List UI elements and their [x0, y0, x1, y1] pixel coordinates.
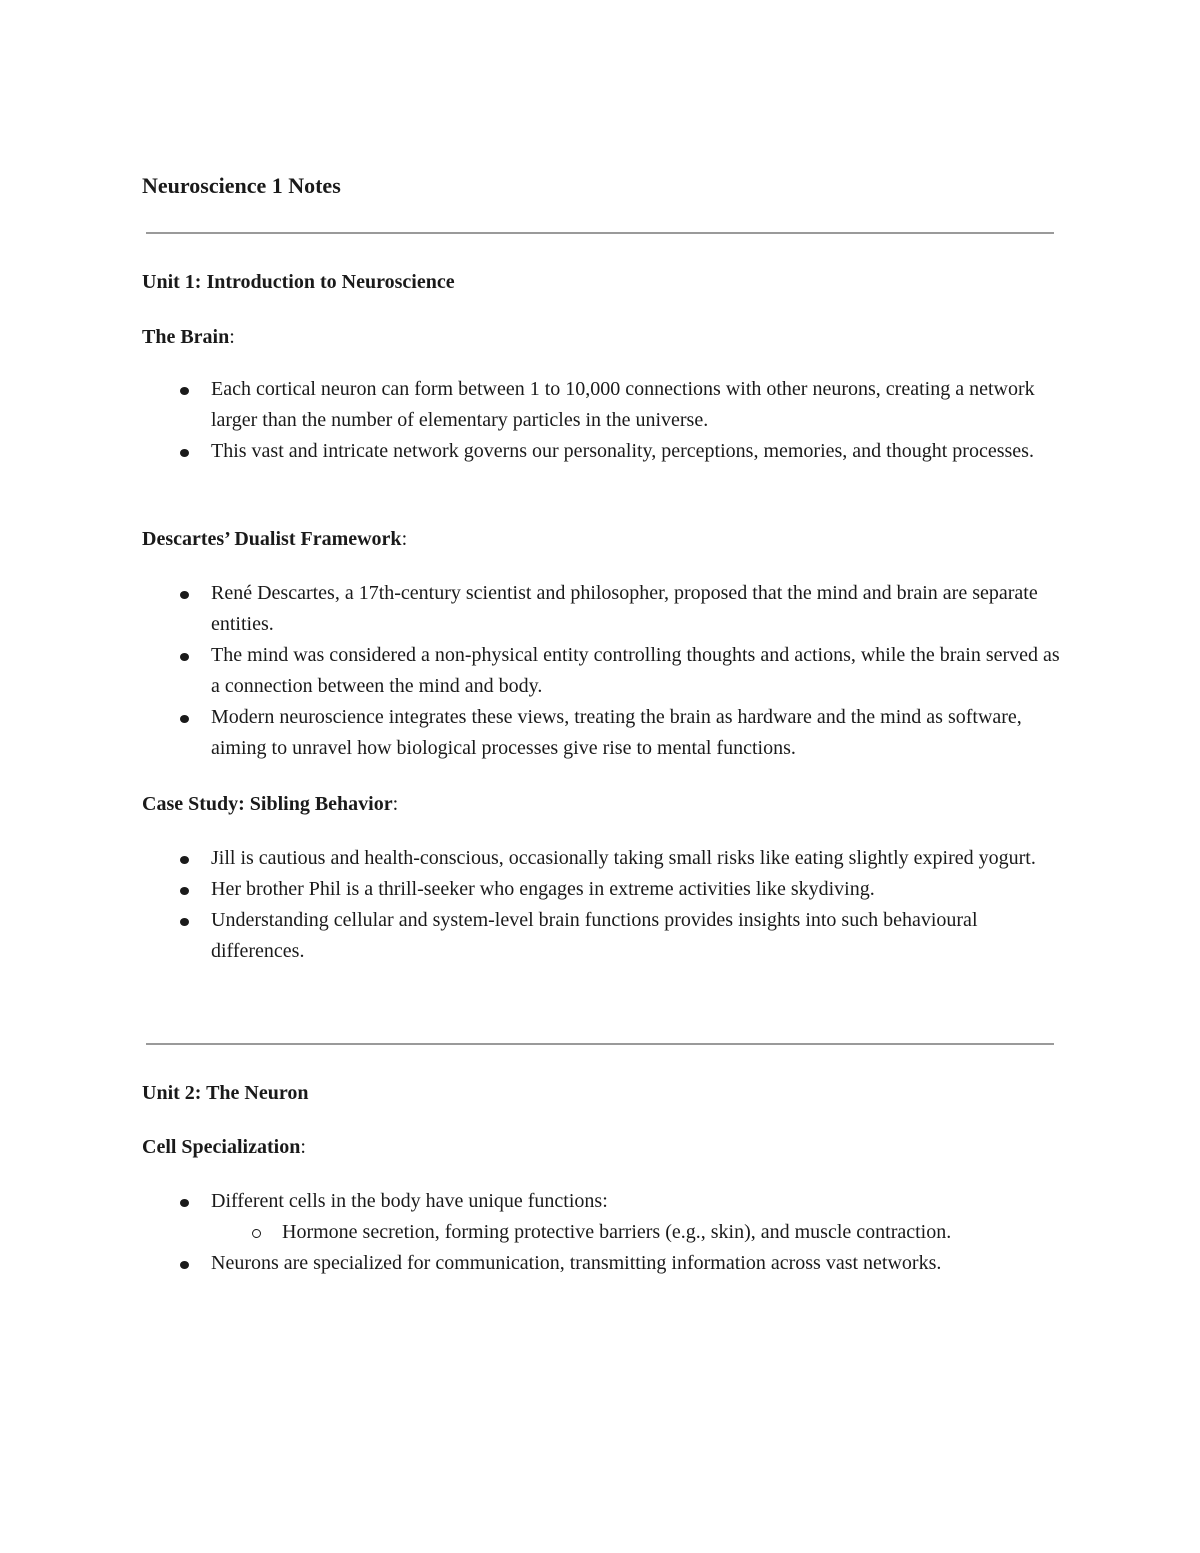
bullet-list-the-brain — [142, 374, 1072, 467]
unit-2-heading: Unit 2: The Neuron — [142, 1082, 309, 1104]
section-heading-colon: : — [392, 793, 399, 815]
bullet-list-cell-specialization — [142, 1186, 1072, 1279]
bullet-icon — [180, 1199, 189, 1207]
hollow-bullet-icon — [252, 1229, 261, 1238]
list-item — [142, 905, 1072, 967]
bullet-icon — [180, 1261, 189, 1269]
list-item — [142, 640, 1072, 702]
document-title: Neuroscience 1 Notes — [142, 173, 341, 198]
bullet-icon — [180, 449, 189, 457]
bullet-icon — [180, 856, 189, 864]
section-heading-colon: : — [300, 1136, 306, 1158]
bullet-icon — [180, 887, 189, 895]
list-item — [142, 874, 1072, 905]
list-item — [142, 578, 1072, 640]
section-heading-text: Cell Specialization — [142, 1136, 301, 1158]
section-heading-descartes — [142, 525, 407, 553]
bullet-icon — [180, 387, 189, 395]
list-item-text: Neurons are specialized for communication, transmitting information across vast networks. — [211, 1252, 942, 1274]
sub-bullet-list — [211, 1217, 1072, 1248]
sub-list-item-text: Hormone secretion, forming protective barriers (e.g., skin), and muscle contraction. — [282, 1221, 952, 1243]
bullet-icon — [180, 918, 189, 926]
section-heading-case-study — [142, 790, 398, 818]
section-heading-cell-specialization — [142, 1133, 306, 1161]
list-item — [142, 436, 1072, 467]
list-item — [142, 374, 1072, 436]
list-item — [142, 843, 1072, 874]
list-item-text: René Descartes, a 17th-century scientist and philosopher, proposed that the mind and brain are separate entities. — [211, 582, 1038, 635]
horizontal-rule — [146, 1043, 1054, 1045]
section-heading-text: Case Study: Sibling Behavior — [142, 793, 393, 815]
horizontal-rule — [146, 232, 1054, 234]
list-item-text: Her brother Phil is a thrill-seeker who engages in extreme activities like skydiving. — [211, 878, 875, 900]
unit-1-heading: Unit 1: Introduction to Neuroscience — [142, 271, 455, 293]
bullet-icon — [180, 653, 189, 661]
sub-list-item — [211, 1217, 1072, 1248]
list-item — [142, 702, 1072, 764]
list-item — [142, 1248, 1072, 1279]
section-heading-colon: : — [401, 528, 408, 550]
section-heading-text: Descartes’ Dualist Framework — [142, 528, 402, 550]
bullet-list-descartes — [142, 578, 1072, 764]
bullet-icon — [180, 591, 189, 599]
list-item-text: Modern neuroscience integrates these views, treating the brain as hardware and the mind as software, aiming to unravel how biological processes give rise to mental functions. — [211, 706, 1022, 759]
section-heading-text: The Brain — [142, 326, 230, 348]
list-item-text: This vast and intricate network governs our personality, perceptions, memories, and thought processes. — [211, 440, 1034, 462]
bullet-icon — [180, 715, 189, 723]
list-item-text: Jill is cautious and health-conscious, occasionally taking small risks like eating slightly expired yogurt. — [211, 847, 1036, 869]
list-item — [142, 1186, 1072, 1248]
list-item-text: Different cells in the body have unique functions: — [211, 1190, 608, 1212]
section-heading-the-brain — [142, 323, 235, 351]
list-item-text: Understanding cellular and system-level brain functions provides insights into such behavioural differences. — [211, 909, 978, 962]
section-heading-colon: : — [229, 326, 235, 348]
list-item-text: The mind was considered a non-physical entity controlling thoughts and actions, while the brain served as a connection between the mind and body. — [211, 644, 1060, 697]
bullet-list-case-study — [142, 843, 1072, 967]
list-item-text: Each cortical neuron can form between 1 to 10,000 connections with other neurons, creating a network larger than the number of elementary particles in the universe. — [211, 378, 1035, 431]
